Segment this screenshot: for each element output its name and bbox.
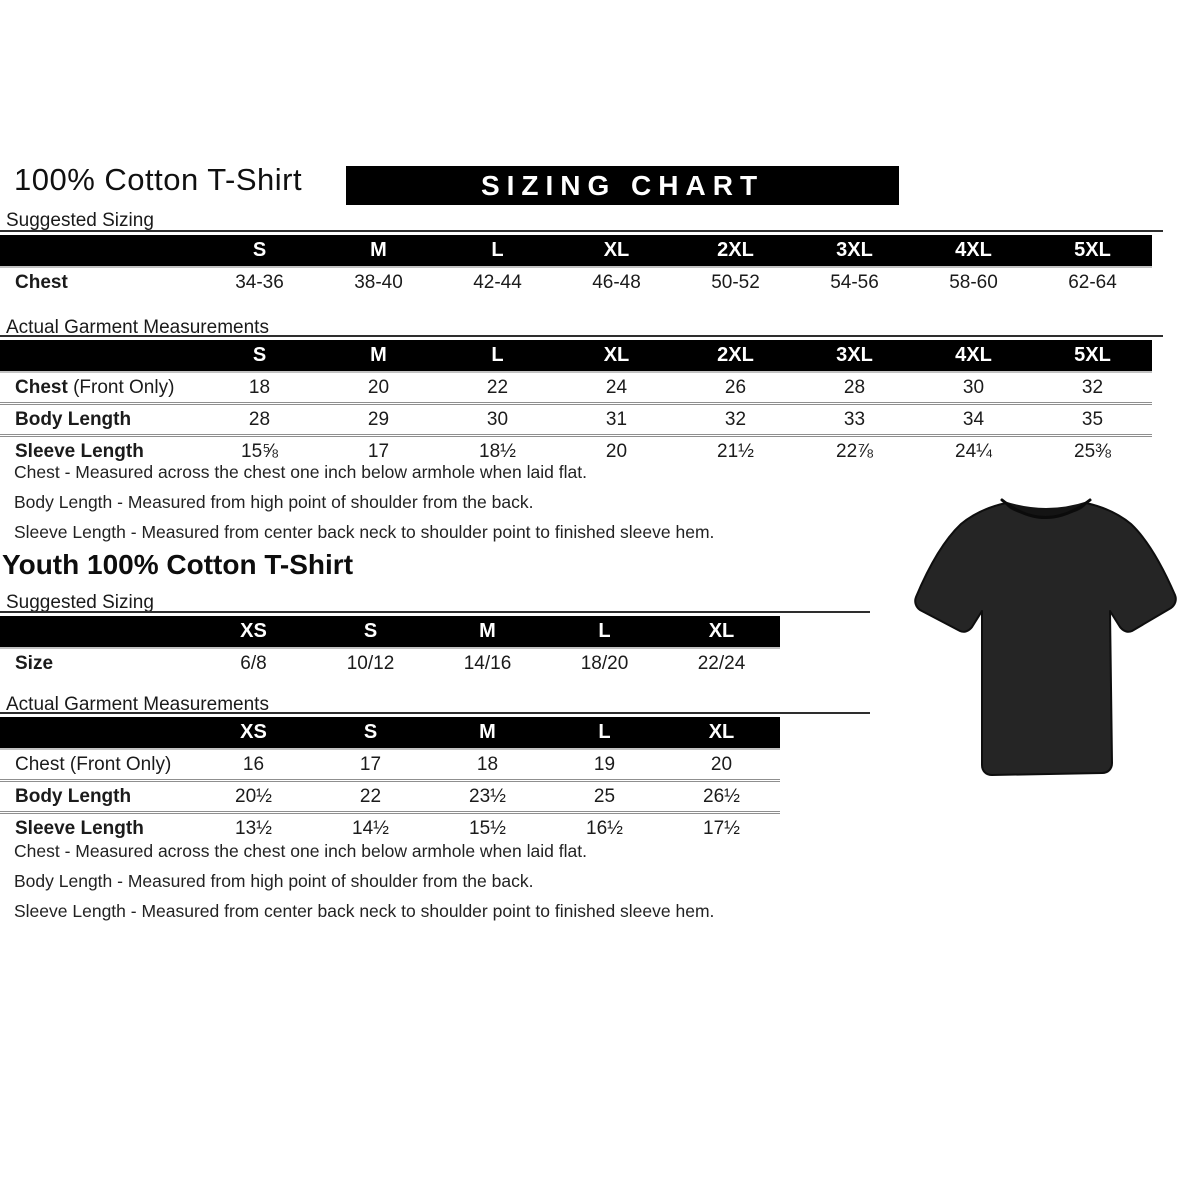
- adult-suggested-sizing-table: [0, 235, 1152, 297]
- adult-suggested-header-row: [0, 235, 1152, 267]
- cell: 34-36: [235, 271, 284, 293]
- cell: 14/16: [463, 652, 512, 674]
- header-cell: M: [429, 717, 546, 749]
- cell: 46-48: [592, 271, 641, 293]
- cell: 34: [914, 404, 1033, 436]
- row-label-main: Chest: [15, 376, 68, 398]
- row-label-main: Body Length: [15, 408, 132, 430]
- adult-actual-measurements-table-wrap: [0, 335, 1163, 466]
- row-label: Size: [15, 652, 54, 674]
- row-label: [0, 404, 200, 436]
- header-cell: S: [312, 616, 429, 648]
- cell: 23½: [429, 781, 546, 813]
- youth-chest-row: [0, 749, 780, 781]
- header-cell: S: [200, 235, 319, 267]
- cell: 35: [1033, 404, 1152, 436]
- youth-actual-measurements-label: Actual Garment Measurements: [6, 694, 269, 715]
- cell: 31: [557, 404, 676, 436]
- youth-measurement-notes: [14, 841, 714, 931]
- header-cell: 4XL: [914, 235, 1033, 267]
- cell: 18: [248, 376, 271, 398]
- cell: 26: [724, 376, 747, 398]
- header-cell: 5XL: [1033, 235, 1152, 267]
- cell: 29: [319, 404, 438, 436]
- header-cell: XL: [663, 717, 780, 749]
- header-cell: L: [546, 616, 663, 648]
- cell: 38-40: [354, 271, 403, 293]
- youth-body-length-row: [0, 781, 780, 813]
- header-cell: 2XL: [676, 235, 795, 267]
- cell: 22: [312, 781, 429, 813]
- page-title: 100% Cotton T-Shirt: [14, 162, 303, 197]
- cell: 58-60: [949, 271, 998, 293]
- header-cell: M: [319, 340, 438, 372]
- youth-actual-header-row: [0, 717, 780, 749]
- cell: 50-52: [711, 271, 760, 293]
- cell: 24¼: [914, 436, 1033, 467]
- header-cell: 4XL: [914, 340, 1033, 372]
- youth-suggested-sizing-table-wrap: [0, 611, 870, 678]
- header-cell: L: [546, 717, 663, 749]
- header-cell: 5XL: [1033, 340, 1152, 372]
- cell: 26½: [663, 781, 780, 813]
- cell: 16: [242, 753, 265, 775]
- cell: 18: [476, 753, 499, 775]
- cell: 19: [593, 753, 616, 775]
- cell: 17: [319, 436, 438, 467]
- note-sleeve-length: Sleeve Length - Measured from center back neck to shoulder point to finished sleeve hem.: [14, 901, 715, 921]
- row-label-note: (Front Only): [64, 753, 172, 775]
- header-cell: L: [438, 340, 557, 372]
- cell: 33: [795, 404, 914, 436]
- adult-measurement-notes: [14, 462, 714, 552]
- header-cell-blank: [0, 340, 200, 372]
- tshirt-image: [890, 477, 1198, 807]
- header-cell-blank: [0, 616, 195, 648]
- row-label-main: Body Length: [15, 785, 132, 807]
- cell: 32: [676, 404, 795, 436]
- adult-chest-row: [0, 372, 1152, 404]
- cell: 20: [557, 436, 676, 467]
- youth-suggested-sizing-label: Suggested Sizing: [6, 592, 154, 613]
- cell: 18/20: [580, 652, 629, 674]
- cell: 24: [605, 376, 628, 398]
- row-label-main: Chest: [15, 753, 65, 775]
- sizing-chart-banner: SIZING CHART: [346, 166, 899, 205]
- youth-actual-measurements-table-wrap: [0, 712, 870, 843]
- cell: 28: [200, 404, 319, 436]
- note-sleeve-length: Sleeve Length - Measured from center back neck to shoulder point to finished sleeve hem.: [14, 522, 715, 542]
- adult-suggested-sizing-table-wrap: [0, 230, 1163, 297]
- youth-suggested-sizing-table: [0, 616, 780, 678]
- note-chest: Chest - Measured across the chest one inch below armhole when laid flat.: [14, 841, 587, 861]
- row-label: [0, 781, 195, 813]
- cell: 17: [359, 753, 382, 775]
- header-cell: M: [319, 235, 438, 267]
- cell: 15⅝: [200, 436, 319, 467]
- cell: 30: [438, 404, 557, 436]
- adult-actual-measurements-label: Actual Garment Measurements: [6, 317, 269, 338]
- cell: 16½: [546, 813, 663, 844]
- tshirt-body: [915, 503, 1176, 775]
- row-label: [0, 813, 195, 844]
- youth-section-title: Youth 100% Cotton T-Shirt: [2, 549, 354, 580]
- header-cell: 3XL: [795, 235, 914, 267]
- cell: 32: [1081, 376, 1104, 398]
- cell: 42-44: [473, 271, 522, 293]
- cell: 22⅞: [795, 436, 914, 467]
- adult-actual-header-row: [0, 340, 1152, 372]
- adult-suggested-sizing-label: Suggested Sizing: [6, 210, 154, 231]
- cell: 20: [710, 753, 733, 775]
- cell: 20: [367, 376, 390, 398]
- header-cell: 2XL: [676, 340, 795, 372]
- header-cell: XL: [663, 616, 780, 648]
- note-chest: Chest - Measured across the chest one inch below armhole when laid flat.: [14, 462, 587, 482]
- header-cell: M: [429, 616, 546, 648]
- row-label: [0, 372, 200, 404]
- cell: 62-64: [1068, 271, 1117, 293]
- header-cell-blank: [0, 235, 200, 267]
- header-cell-blank: [0, 717, 195, 749]
- cell: 13½: [195, 813, 312, 844]
- row-label-main: Sleeve Length: [15, 817, 144, 839]
- cell: 22/24: [697, 652, 746, 674]
- cell: 21½: [676, 436, 795, 467]
- row-label: Chest: [15, 271, 68, 293]
- cell: 28: [843, 376, 866, 398]
- youth-suggested-header-row: [0, 616, 780, 648]
- cell: 17½: [663, 813, 780, 844]
- cell: 14½: [312, 813, 429, 844]
- note-body-length: Body Length - Measured from high point of shoulder from the back.: [14, 492, 534, 512]
- adult-actual-measurements-table: [0, 340, 1152, 466]
- cell: 25: [546, 781, 663, 813]
- header-cell: XS: [195, 717, 312, 749]
- row-label-note: (Front Only): [67, 376, 175, 398]
- youth-actual-measurements-table: [0, 717, 780, 843]
- row-label-main: Sleeve Length: [15, 440, 144, 462]
- cell: 54-56: [830, 271, 879, 293]
- cell: 10/12: [346, 652, 395, 674]
- adult-body-length-row: [0, 404, 1152, 436]
- header-cell: L: [438, 235, 557, 267]
- youth-size-row: [0, 648, 780, 678]
- youth-sleeve-length-row: [0, 813, 780, 844]
- row-label: [0, 749, 195, 781]
- tshirt-graphic: [890, 477, 1198, 807]
- cell: 15½: [429, 813, 546, 844]
- header-cell: XL: [557, 235, 676, 267]
- note-body-length: Body Length - Measured from high point of shoulder from the back.: [14, 871, 534, 891]
- adult-chest-range-row: [0, 267, 1152, 297]
- header-cell: XL: [557, 340, 676, 372]
- cell: 30: [962, 376, 985, 398]
- cell: 6/8: [240, 652, 267, 674]
- header-cell: S: [312, 717, 429, 749]
- cell: 20½: [195, 781, 312, 813]
- header-cell: 3XL: [795, 340, 914, 372]
- header-cell: S: [200, 340, 319, 372]
- cell: 22: [486, 376, 509, 398]
- header-cell: XS: [195, 616, 312, 648]
- cell: 18½: [438, 436, 557, 467]
- cell: 25⅜: [1033, 436, 1152, 467]
